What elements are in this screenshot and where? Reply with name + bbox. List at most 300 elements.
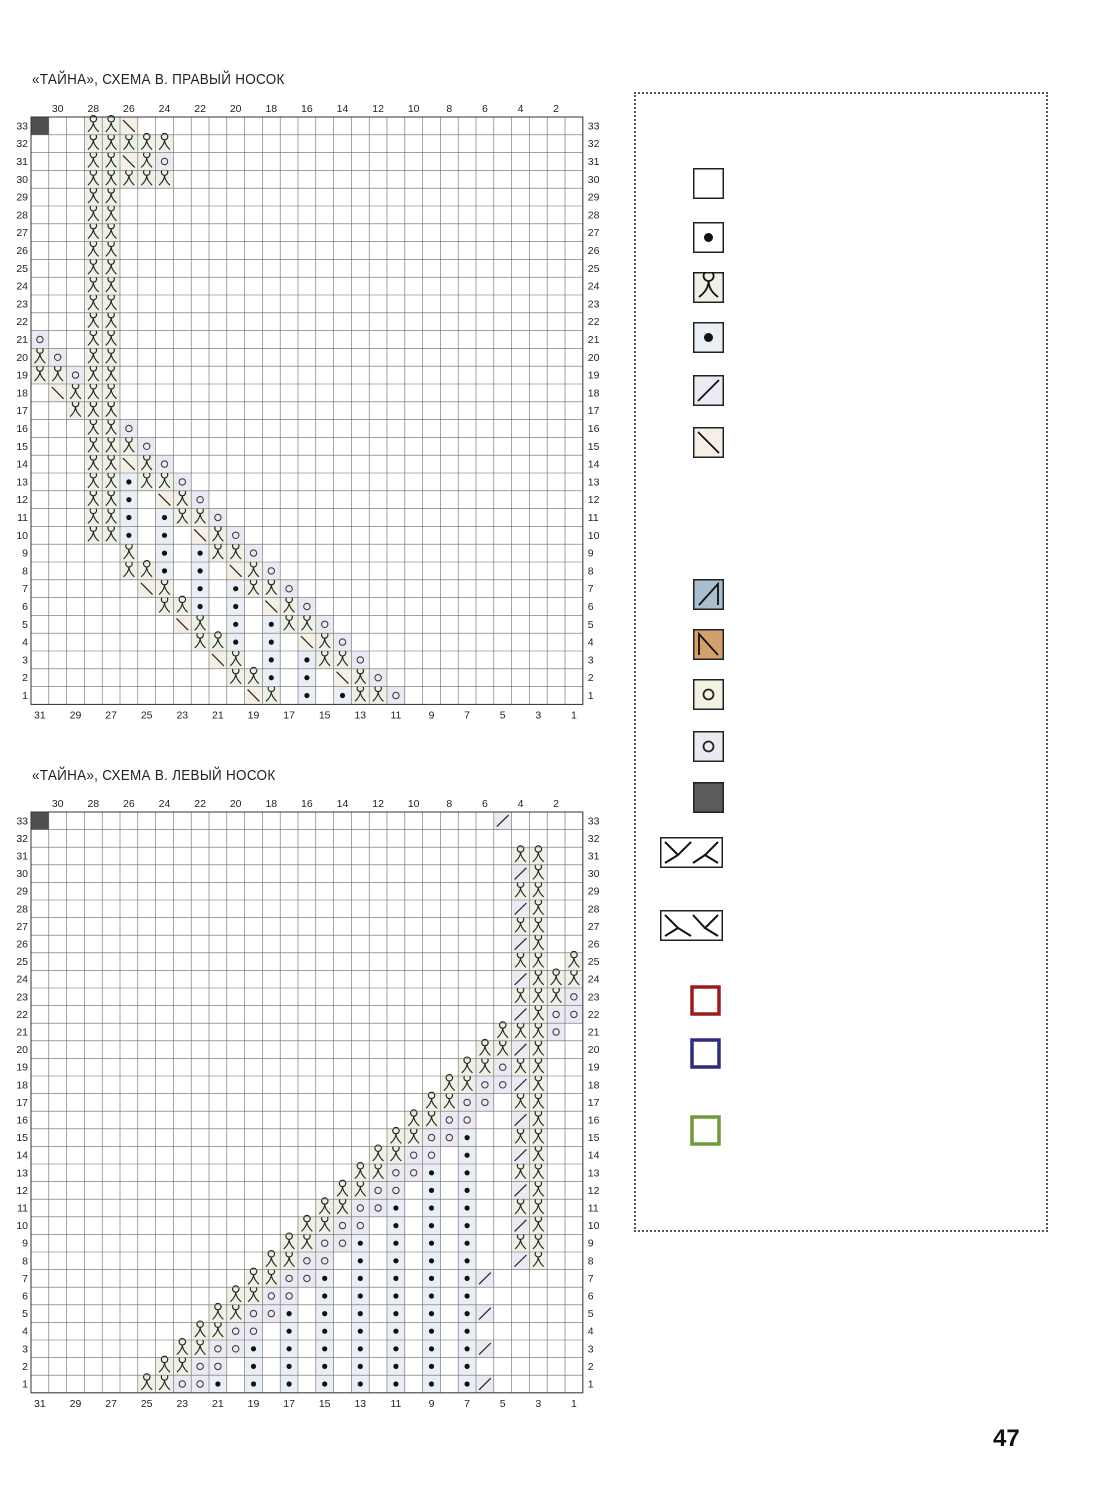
dot-symbol <box>393 1311 398 1316</box>
stitch-cell <box>173 1358 191 1376</box>
dot-mark <box>704 333 713 342</box>
column-number-bottom: 5 <box>499 1397 506 1410</box>
dot-symbol <box>429 1223 434 1228</box>
row-number-left: 3 <box>22 1343 28 1356</box>
dot-symbol <box>322 1311 327 1316</box>
stitch-cell <box>440 1129 458 1147</box>
column-number-bottom: 3 <box>535 709 542 722</box>
column-number-top: 18 <box>265 798 278 810</box>
stitch-cell <box>334 1217 352 1235</box>
dot-symbol <box>465 1241 470 1246</box>
row-number-left: 5 <box>22 618 28 631</box>
stitch-cell <box>529 1006 547 1024</box>
stitch-cell <box>529 847 547 865</box>
stitch-cell <box>245 1305 263 1323</box>
row-number-right: 12 <box>587 494 600 507</box>
stitch-cell <box>512 847 530 865</box>
stitch-cell <box>298 1252 316 1270</box>
row-number-right: 14 <box>587 458 600 471</box>
row-number-left: 22 <box>16 316 28 329</box>
row-number-right: 26 <box>587 938 600 951</box>
column-number-top: 20 <box>229 798 242 810</box>
row-number-right: 26 <box>587 245 600 257</box>
row-number-left: 28 <box>16 903 28 916</box>
dot-symbol <box>358 1364 363 1369</box>
outline-square-icon-graphic <box>690 1038 721 1069</box>
stitch-cell <box>262 1270 280 1288</box>
row-number-right: 5 <box>587 618 594 631</box>
row-number-left: 18 <box>16 387 28 400</box>
stitch-cell <box>440 1094 458 1112</box>
dot-symbol <box>429 1381 434 1386</box>
row-number-right: 9 <box>587 547 594 560</box>
stitch-cell <box>316 1252 334 1270</box>
row-number-right: 20 <box>587 351 600 364</box>
row-number-right: 6 <box>587 1290 594 1303</box>
column-number-top: 6 <box>481 103 488 115</box>
stitch-cell <box>316 1234 334 1252</box>
row-number-left: 9 <box>22 1237 28 1250</box>
stitch-cell <box>405 1111 423 1129</box>
stitch-cell <box>191 1375 209 1393</box>
column-number-top: 12 <box>372 103 384 115</box>
row-number-right: 21 <box>587 334 600 346</box>
row-number-right: 4 <box>587 636 594 649</box>
row-number-left: 30 <box>16 868 28 881</box>
cross-right-icon <box>660 837 723 868</box>
column-number-top: 22 <box>194 798 206 810</box>
stitch-cell <box>529 1182 547 1200</box>
row-number-left: 11 <box>17 1202 28 1215</box>
row-number-left: 33 <box>16 815 28 828</box>
row-number-right: 22 <box>587 1008 600 1021</box>
dot-symbol <box>322 1381 327 1386</box>
stitch-cell <box>512 1199 530 1217</box>
row-number-left: 20 <box>16 351 28 364</box>
dot-symbol <box>322 1329 327 1334</box>
row-number-right: 17 <box>587 1096 600 1109</box>
column-number-top: 8 <box>446 798 453 810</box>
stitch-cell <box>476 1058 494 1076</box>
row-number-left: 32 <box>16 832 28 845</box>
row-number-right: 1 <box>587 690 594 702</box>
row-number-right: 8 <box>587 1255 594 1268</box>
dot-symbol <box>322 1346 327 1351</box>
stitch-cell <box>191 1358 209 1376</box>
dot-symbol <box>215 1381 220 1386</box>
stitch-cell <box>529 1111 547 1129</box>
column-number-top: 2 <box>553 798 560 810</box>
cable-left-icon-graphic <box>693 629 724 660</box>
stitch-cell <box>440 1111 458 1129</box>
dot-symbol <box>429 1188 434 1193</box>
grid-background <box>31 812 583 1393</box>
stitch-cell <box>209 1322 227 1340</box>
row-number-right: 29 <box>587 885 600 898</box>
circle-icon <box>693 679 724 710</box>
stitch-cell <box>512 1234 530 1252</box>
dot-symbol <box>429 1241 434 1246</box>
column-number-bottom: 25 <box>140 1397 153 1410</box>
column-number-top: 10 <box>407 798 420 810</box>
stitch-cell <box>209 1340 227 1358</box>
legend-square-shape <box>694 783 724 813</box>
stitch-cell <box>387 1129 405 1147</box>
stitch-cell <box>191 1322 209 1340</box>
row-number-right: 33 <box>587 120 600 133</box>
cable-right-icon <box>693 579 724 610</box>
stitch-cell <box>369 1146 387 1164</box>
stitch-cell <box>298 1217 316 1235</box>
row-number-right: 7 <box>587 1272 594 1285</box>
stitch-cell <box>565 988 583 1006</box>
stitch-cell <box>512 1058 530 1076</box>
column-number-bottom: 1 <box>570 1397 577 1410</box>
outline-square-icon-graphic <box>690 985 721 1016</box>
column-number-bottom: 17 <box>283 1397 295 1410</box>
row-number-right: 18 <box>587 387 600 400</box>
row-number-left: 23 <box>16 991 28 1004</box>
dot-symbol <box>251 1346 256 1351</box>
dot-symbol <box>393 1346 398 1351</box>
row-number-left: 2 <box>22 1360 28 1373</box>
legend-square-shape <box>661 838 723 868</box>
stitch-cell <box>529 988 547 1006</box>
row-number-left: 29 <box>16 191 28 204</box>
stitch-cell <box>494 1058 512 1076</box>
stitch-cell <box>529 1252 547 1270</box>
dot-symbol <box>465 1188 470 1193</box>
stitch-cell <box>529 1146 547 1164</box>
outline-square-shape <box>692 987 719 1014</box>
row-number-left: 11 <box>17 512 28 524</box>
dot-symbol <box>358 1381 363 1386</box>
stitch-cell <box>529 1164 547 1182</box>
stitch-cell <box>529 953 547 971</box>
column-number-top: 6 <box>481 798 488 810</box>
dot-icon-graphic <box>693 322 724 353</box>
column-number-top: 28 <box>87 103 100 115</box>
stitch-cell <box>298 1270 316 1288</box>
stitch-cell <box>423 1094 441 1112</box>
dot-symbol <box>322 1364 327 1369</box>
stitch-cell <box>173 1375 191 1393</box>
stitch-cell <box>262 1305 280 1323</box>
row-number-right: 23 <box>587 991 600 1004</box>
column-number-top: 30 <box>51 798 64 810</box>
column-number-bottom: 9 <box>428 709 435 722</box>
stitch-cell <box>529 882 547 900</box>
dot-symbol <box>393 1381 398 1386</box>
row-number-left: 25 <box>16 956 28 969</box>
row-number-right: 29 <box>587 191 600 204</box>
row-number-left: 26 <box>16 938 28 951</box>
dot-symbol <box>465 1153 470 1158</box>
dot-symbol <box>251 1364 256 1369</box>
column-number-bottom: 13 <box>354 709 367 722</box>
stitch-cell <box>529 900 547 918</box>
row-number-right: 13 <box>587 1167 600 1180</box>
stitch-cell <box>529 1217 547 1235</box>
legend-square-shape <box>661 911 723 941</box>
column-number-bottom: 23 <box>176 1397 189 1410</box>
dot-symbol <box>465 1364 470 1369</box>
stitch-cell <box>280 1270 298 1288</box>
row-number-left: 4 <box>22 636 28 649</box>
row-number-left: 31 <box>16 850 28 863</box>
stitch-cell <box>156 1375 174 1393</box>
stitch-cell <box>423 1146 441 1164</box>
row-number-left: 13 <box>16 476 28 489</box>
row-number-left: 21 <box>16 334 28 346</box>
column-number-bottom: 29 <box>69 709 82 722</box>
stitch-cell <box>529 1199 547 1217</box>
row-number-left: 30 <box>16 173 28 186</box>
column-number-top: 24 <box>158 103 171 115</box>
dot-symbol <box>429 1205 434 1210</box>
column-number-bottom: 23 <box>176 709 189 722</box>
twisted-loop-icon <box>693 272 724 303</box>
row-number-left: 14 <box>16 1149 28 1162</box>
dot-symbol <box>465 1293 470 1298</box>
dot-symbol <box>429 1258 434 1263</box>
row-number-left: 8 <box>22 1255 28 1268</box>
row-number-left: 10 <box>16 1220 28 1233</box>
stitch-cell <box>280 1234 298 1252</box>
twisted-loop-icon-graphic <box>693 272 724 303</box>
stitch-cell <box>245 1287 263 1305</box>
cable-right-icon-graphic <box>693 579 724 610</box>
row-number-left: 6 <box>22 1290 28 1303</box>
row-number-left: 16 <box>16 1114 28 1127</box>
row-number-left: 33 <box>16 120 28 133</box>
dot-symbol <box>465 1346 470 1351</box>
slash-left-icon <box>693 427 724 458</box>
column-number-top: 24 <box>158 798 171 810</box>
row-number-left: 1 <box>22 1378 28 1391</box>
row-number-left: 12 <box>16 1184 28 1197</box>
row-number-right: 23 <box>587 298 600 311</box>
row-number-left: 26 <box>16 245 28 257</box>
row-number-right: 1 <box>587 1378 594 1391</box>
stitch-cell <box>512 988 530 1006</box>
dot-symbol <box>358 1276 363 1281</box>
row-number-right: 28 <box>587 209 600 222</box>
column-number-top: 10 <box>407 103 420 115</box>
row-number-right: 22 <box>587 316 600 329</box>
row-number-right: 15 <box>587 440 600 453</box>
stitch-cell <box>458 1094 476 1112</box>
stitch-cell <box>547 1023 565 1041</box>
stitch-cell <box>512 882 530 900</box>
stitch-cell <box>387 1164 405 1182</box>
row-number-left: 2 <box>22 672 28 685</box>
dot-symbol <box>393 1241 398 1246</box>
stitch-cell <box>334 1199 352 1217</box>
outline-square-shape <box>692 1117 719 1144</box>
row-number-left: 19 <box>16 369 28 382</box>
row-number-right: 3 <box>587 1343 594 1356</box>
dot-icon <box>693 222 724 253</box>
outline-square-shape <box>692 1040 719 1067</box>
stitch-cell <box>529 1234 547 1252</box>
stitch-cell <box>476 1041 494 1059</box>
row-number-left: 7 <box>22 1272 28 1285</box>
column-number-bottom: 11 <box>390 709 402 722</box>
dot-symbol <box>287 1311 292 1316</box>
stitch-cell <box>280 1287 298 1305</box>
column-number-top: 22 <box>194 103 206 115</box>
row-number-left: 17 <box>16 1096 28 1109</box>
stitch-cell <box>476 1094 494 1112</box>
row-number-left: 1 <box>22 690 28 702</box>
dot-symbol <box>393 1276 398 1281</box>
column-number-bottom: 21 <box>212 1397 224 1410</box>
stitch-cell <box>529 1023 547 1041</box>
slash-right-icon <box>693 375 724 406</box>
row-number-left: 14 <box>16 458 28 471</box>
row-number-left: 21 <box>16 1026 28 1039</box>
column-number-bottom: 31 <box>34 1397 46 1410</box>
row-number-right: 5 <box>587 1308 594 1321</box>
stitch-cell <box>227 1305 245 1323</box>
stitch-cell <box>529 1094 547 1112</box>
row-number-right: 4 <box>587 1325 594 1338</box>
column-number-top: 26 <box>123 103 135 115</box>
dot-symbol <box>429 1346 434 1351</box>
row-number-left: 24 <box>16 280 28 293</box>
column-number-bottom: 15 <box>318 709 331 722</box>
dot-symbol <box>393 1258 398 1263</box>
dot-symbol <box>429 1364 434 1369</box>
column-number-bottom: 25 <box>140 709 153 722</box>
row-number-left: 17 <box>16 405 28 418</box>
dot-symbol <box>465 1329 470 1334</box>
row-number-right: 14 <box>587 1149 600 1162</box>
row-number-right: 31 <box>587 156 600 168</box>
column-number-bottom: 21 <box>212 709 224 722</box>
dot-symbol <box>393 1329 398 1334</box>
row-number-right: 16 <box>587 1114 600 1127</box>
column-number-bottom: 19 <box>247 1397 260 1410</box>
stitch-cell <box>387 1146 405 1164</box>
circle-icon-graphic <box>693 731 724 762</box>
stitch-cell <box>387 1182 405 1200</box>
stitch-cell <box>405 1164 423 1182</box>
outline-square-icon <box>690 985 721 1016</box>
dot-symbol <box>287 1346 292 1351</box>
dot-symbol <box>429 1311 434 1316</box>
legend-square-shape <box>694 273 724 303</box>
stitch-cell <box>405 1146 423 1164</box>
stitch-cell <box>565 970 583 988</box>
circle-icon-graphic <box>693 679 724 710</box>
stitch-cell <box>512 1129 530 1147</box>
row-number-right: 21 <box>587 1026 600 1039</box>
stitch-cell <box>458 1111 476 1129</box>
dot-symbol <box>251 1381 256 1386</box>
column-number-bottom: 13 <box>354 1397 367 1410</box>
stitch-cell <box>512 1164 530 1182</box>
column-number-bottom: 11 <box>390 1397 402 1410</box>
dot-symbol <box>429 1170 434 1175</box>
column-number-bottom: 19 <box>247 709 260 722</box>
stitch-cell <box>529 970 547 988</box>
row-number-right: 2 <box>587 672 594 685</box>
legend-square-shape <box>694 680 724 710</box>
stitch-cell <box>529 935 547 953</box>
row-number-right: 8 <box>587 565 594 578</box>
column-number-top: 28 <box>87 798 100 810</box>
dark-square-icon <box>693 782 724 813</box>
column-number-top: 14 <box>336 103 349 115</box>
column-number-top: 16 <box>301 103 313 115</box>
stitch-cell <box>565 953 583 971</box>
row-number-left: 3 <box>22 654 28 667</box>
stitch-cell <box>298 1234 316 1252</box>
stitch-cell <box>262 1287 280 1305</box>
column-number-top: 20 <box>229 103 242 115</box>
stitch-cell <box>529 1129 547 1147</box>
stitch-cell <box>227 1322 245 1340</box>
stitch-cell <box>173 1340 191 1358</box>
dot-symbol <box>393 1205 398 1210</box>
row-number-right: 7 <box>587 583 594 596</box>
column-number-bottom: 1 <box>570 709 577 722</box>
dot-symbol <box>322 1276 327 1281</box>
column-number-bottom: 27 <box>105 1397 117 1410</box>
dot-symbol <box>358 1346 363 1351</box>
row-number-left: 6 <box>22 601 28 613</box>
stitch-cell <box>31 812 49 830</box>
legend-square-shape <box>694 732 724 762</box>
row-number-left: 10 <box>16 529 28 542</box>
stitch-cell <box>227 1287 245 1305</box>
stitch-cell <box>156 1358 174 1376</box>
row-number-left: 7 <box>22 583 28 596</box>
row-number-right: 31 <box>587 850 600 863</box>
dot-symbol <box>287 1381 292 1386</box>
column-number-bottom: 27 <box>105 709 117 722</box>
circle-icon <box>693 731 724 762</box>
stitch-cell <box>191 1340 209 1358</box>
dot-symbol <box>465 1223 470 1228</box>
row-number-right: 17 <box>587 405 600 418</box>
row-number-left: 28 <box>16 209 28 222</box>
cross-left-icon <box>660 910 723 941</box>
stitch-cell <box>280 1252 298 1270</box>
stitch-cell <box>547 970 565 988</box>
stitch-cell <box>512 953 530 971</box>
column-number-bottom: 7 <box>464 1397 471 1410</box>
stitch-cell <box>565 1006 583 1024</box>
row-number-left: 9 <box>22 547 28 560</box>
row-number-right: 20 <box>587 1044 600 1057</box>
dot-symbol <box>393 1293 398 1298</box>
column-number-top: 2 <box>553 103 560 115</box>
row-number-right: 10 <box>587 529 600 542</box>
row-number-right: 9 <box>587 1237 594 1250</box>
row-number-right: 30 <box>587 173 600 186</box>
column-number-bottom: 17 <box>283 709 295 722</box>
row-number-left: 15 <box>16 1132 28 1145</box>
row-number-right: 24 <box>587 280 600 293</box>
stitch-cell <box>458 1076 476 1094</box>
dot-symbol <box>358 1329 363 1334</box>
stitch-cell <box>334 1234 352 1252</box>
row-number-right: 32 <box>587 832 600 845</box>
slash-left-icon-graphic <box>693 427 724 458</box>
